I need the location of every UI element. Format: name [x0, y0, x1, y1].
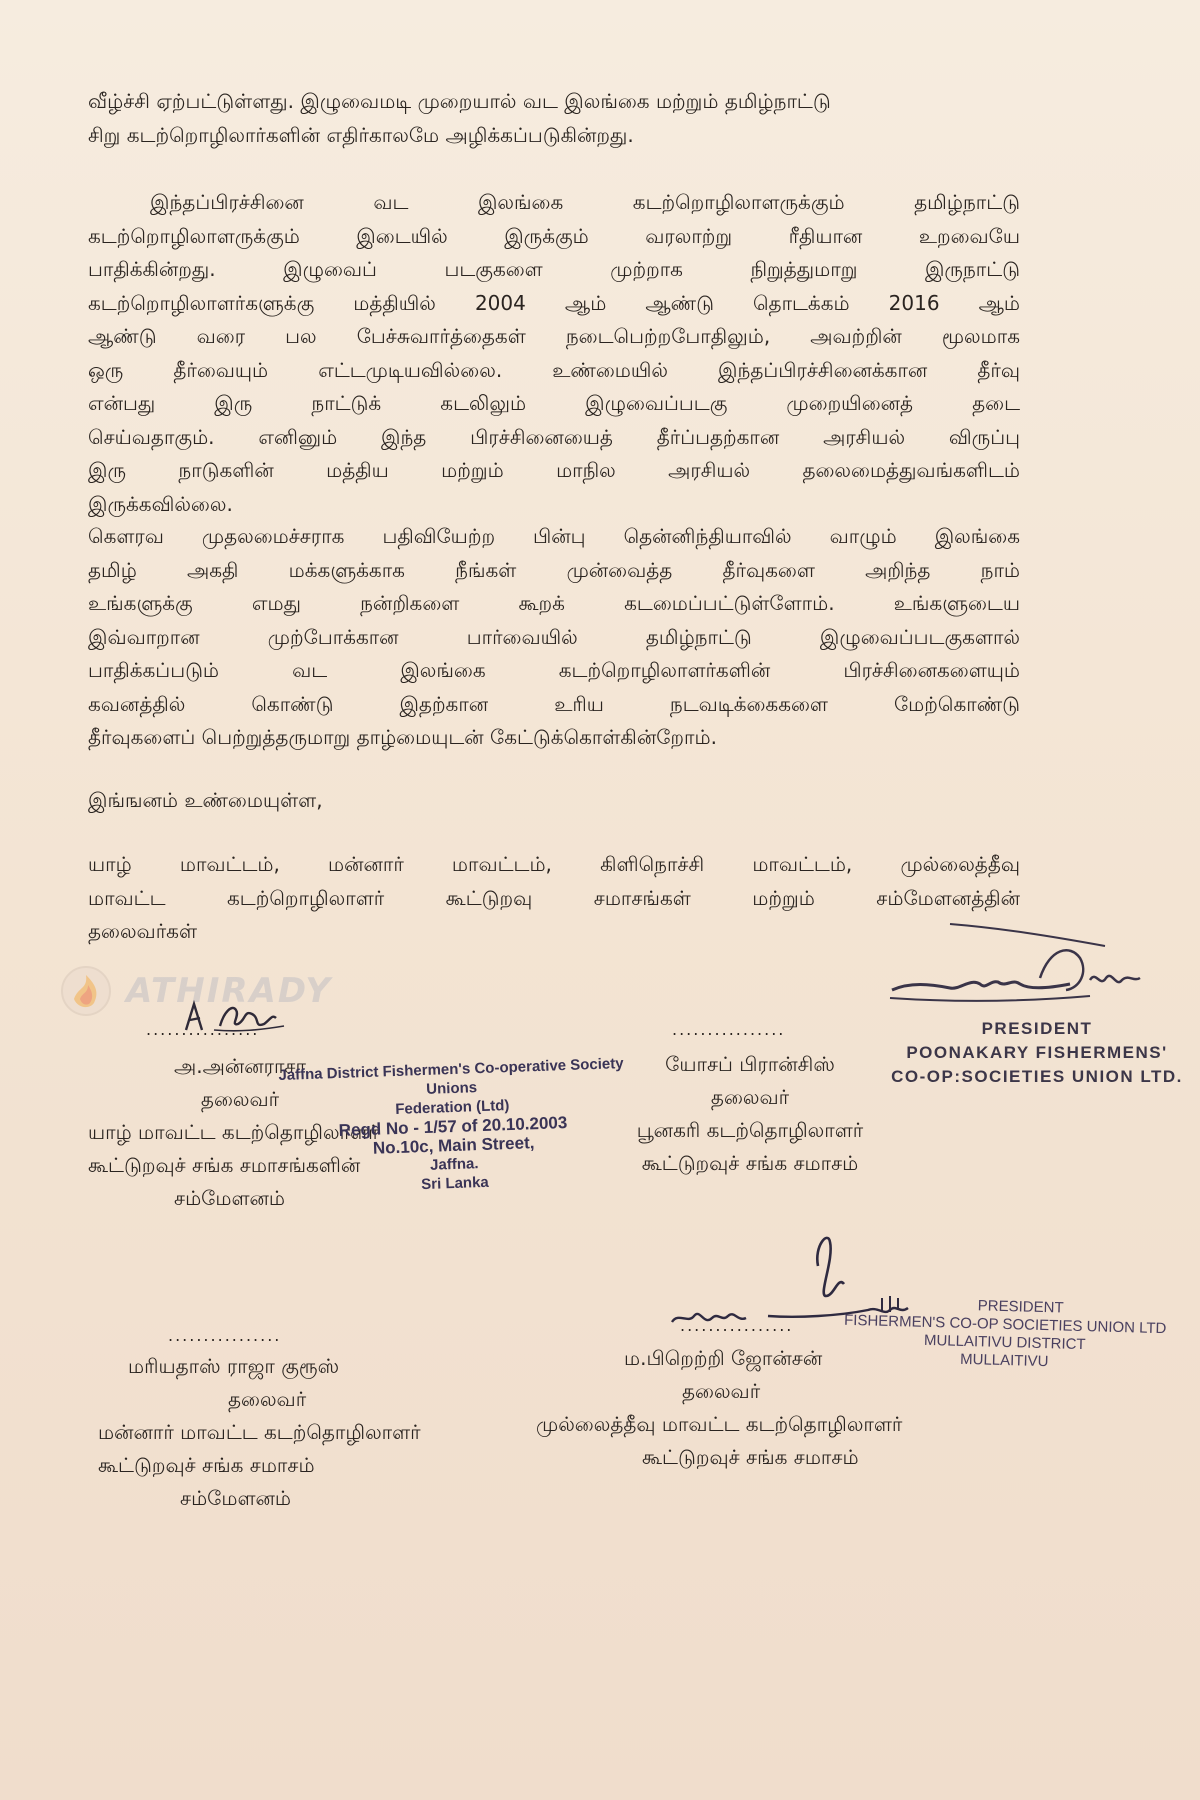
signatory-name: அ.அன்னராசா	[174, 1054, 306, 1078]
org-line: சம்மேளனம்	[174, 1186, 285, 1210]
signature-dots: ................	[146, 1020, 260, 1039]
text-line: கவனத்தில் கொண்டு இதற்கான உரிய நடவடிக்கைகளை மேற்கொண்டு	[88, 691, 1020, 716]
text-line: கடற்றொழிலாளருக்கும் இடையில் இருக்கும் வரலாற்று ரீதியான உறவையே	[88, 223, 1020, 248]
stamp-line: No.10c, Main Street,	[372, 1133, 535, 1158]
text-line: இருக்கவில்லை.	[88, 491, 233, 516]
stamp-line: Sri Lanka	[420, 1173, 490, 1194]
text-line: தலைவர்கள்	[88, 919, 197, 943]
text-line: தமிழ் அகதி மக்களுக்காக நீங்கள் முன்வைத்த தீர்வுகளை அறிந்த நாம்	[88, 557, 1020, 582]
stamp-line: Federation (Ltd)	[394, 1097, 510, 1118]
signatory-role: தலைவர்	[228, 1387, 307, 1411]
signatory-role: தலைவர்	[710, 1085, 790, 1109]
text-line: கடற்றொழிலாளர்களுக்கு மத்தியில் 2004 ஆம் ஆண்டு தொடக்கம் 2016 ஆம்	[88, 290, 1020, 315]
text-line: வீழ்ச்சி ஏற்பட்டுள்ளது. இழுவைமடி முறையால் வட இலங்கை மற்றும் தமிழ்நாட்டு	[88, 89, 831, 113]
signature-dots: ................	[672, 1020, 786, 1039]
stamp-line: MULLAITIVU	[959, 1350, 1049, 1371]
org-line: மன்னார் மாவட்ட கடற்தொழிலாளர்	[98, 1420, 421, 1444]
signature-dots: ................	[168, 1326, 282, 1345]
org-line: யாழ் மாவட்ட கடற்தொழிலாளர்	[88, 1120, 379, 1144]
text-line: செய்வதாகும். எனினும் இந்த பிரச்சினையைத் தீர்ப்பதற்கான அரசியல் விருப்பு	[88, 424, 1020, 449]
text-line: ஒரு தீர்வையும் எட்டமுடியவில்லை. உண்மையில் இந்தப்பிரச்சினைக்கான தீர்வு	[88, 357, 1020, 382]
poonakary-dots	[672, 1022, 852, 1038]
closing-text: இங்ஙனம் உண்மையுள்ள,	[88, 788, 323, 812]
org-line: சம்மேளனம்	[180, 1486, 291, 1510]
closing-line	[88, 784, 1020, 818]
poonakary-stamp	[872, 1017, 1200, 1089]
stamp-line: POONAKARY FISHERMENS'	[906, 1043, 1168, 1062]
watermark-text: ATHIRADY	[126, 971, 333, 1011]
org-line: கூட்டுறவுச் சங்க சமாசங்களின்	[88, 1153, 361, 1177]
mannar-dots	[168, 1328, 348, 1344]
text-line: உங்களுக்கு எமது நன்றிகளை கூறக் கடமைப்பட்டுள்ளோம். உங்களுடைய	[88, 591, 1020, 615]
text-line: இவ்வாறான முற்போக்கான பார்வையில் தமிழ்நாட்டு இழுவைப்படகுகளால்	[88, 624, 1020, 649]
jaffna-dots	[146, 1022, 326, 1038]
text-line: யாழ் மாவட்டம், மன்னார் மாவட்டம், கிளிநொச்சி மாவட்டம், முல்லைத்தீவு	[88, 852, 1020, 876]
org-line: பூனகரி கடற்தொழிலாளர்	[636, 1118, 864, 1142]
org-line: முல்லைத்தீவு மாவட்ட கடற்தொழிலாளர்	[536, 1412, 903, 1436]
org-line: கூட்டுறவுச் சங்க சமாசம்	[641, 1151, 859, 1175]
mannar-signatory	[88, 1350, 508, 1515]
text-line: இந்தப்பிரச்சினை வட இலங்கை கடற்றொழிலாளருக்கும் தமிழ்நாட்டு	[150, 190, 1020, 214]
signatory-name: யோசப் பிரான்சிஸ்	[665, 1052, 835, 1076]
text-line: மாவட்ட கடற்றொழிலாளர் கூட்டுறவு சமாசங்கள் மற்றும் சம்மேளனத்தின்	[88, 885, 1020, 910]
paragraph-1	[88, 85, 1020, 152]
org-line: கூட்டுறவுச் சங்க சமாசம்	[98, 1453, 315, 1477]
stamp-line: PRESIDENT	[981, 1019, 1093, 1038]
text-line: கௌரவ முதலமைச்சராக பதிவியேற்ற பின்பு தென்னிந்தியாவில் வாழும் இலங்கை	[88, 524, 1020, 548]
org-line: கூட்டுறவுச் சங்க சமாசம்	[642, 1445, 859, 1469]
text-line: ஆண்டு வரை பல பேச்சுவார்த்தைகள் நடைபெற்றபோதிலும், அவற்றின் மூலமாக	[88, 324, 1020, 348]
stamp-line: CO-OP:SOCIETIES UNION LTD.	[891, 1067, 1183, 1086]
text-line: பாதிக்கப்படும் வட இலங்கை கடற்றொழிலாளர்களின் பிரச்சினைகளையும்	[88, 658, 1020, 682]
stamp-line: FISHERMEN'S CO-OP SOCIETIES UNION LTD	[843, 1311, 1167, 1338]
stamp-line: MULLAITIVU DISTRICT	[923, 1331, 1086, 1354]
text-line: தீர்வுகளைப் பெற்றுத்தருமாறு தாழ்மையுடன் கேட்டுக்கொள்கின்றோம்.	[88, 725, 717, 749]
text-line: சிறு கடற்றொழிலார்களின் எதிர்காலமே அழிக்கப்படுகின்றது.	[88, 122, 634, 147]
poonakary-signatory	[600, 1048, 900, 1180]
signatory-role: தலைவர்	[682, 1379, 761, 1403]
stamp-line: Jaffna.	[429, 1155, 479, 1174]
signatory-name: மரியதாஸ் ராஜா குரூஸ்	[128, 1354, 340, 1378]
stamp-line: Jaffna District Fishermen's Co-operative Society Unions	[278, 1055, 624, 1098]
signatories-intro	[88, 848, 1020, 949]
jaffna-stamp	[266, 1054, 640, 1200]
flame-logo-icon	[60, 965, 118, 1017]
signatory-role: தலைவர்	[200, 1087, 280, 1111]
text-line: என்பது இரு நாட்டுக் கடலிலும் இழுவைப்படகு முறையினைத் தடை	[88, 391, 1020, 415]
paragraph-2	[88, 186, 1020, 521]
signatory-name: ம.பிறெற்றி ஜோன்சன்	[624, 1346, 823, 1370]
stamp-line: PRESIDENT	[977, 1297, 1064, 1317]
poonakary-signature	[890, 918, 1190, 1018]
mullaitivu-dots	[680, 1318, 860, 1334]
text-line: இரு நாடுகளின் மத்திய மற்றும் மாநில அரசியல் தலைமைத்துவங்களிடம்	[88, 458, 1020, 482]
signature-dots: ................	[680, 1316, 794, 1335]
text-line: பாதிக்கின்றது. இழுவைப் படகுகளை முற்றாக நிறுத்துமாறு இருநாட்டு	[88, 257, 1020, 281]
stamp-line: Regd No - 1/57 of 20.10.2003	[338, 1113, 568, 1140]
mullaitivu-signatory	[520, 1342, 980, 1474]
paragraph-3	[88, 520, 1020, 755]
